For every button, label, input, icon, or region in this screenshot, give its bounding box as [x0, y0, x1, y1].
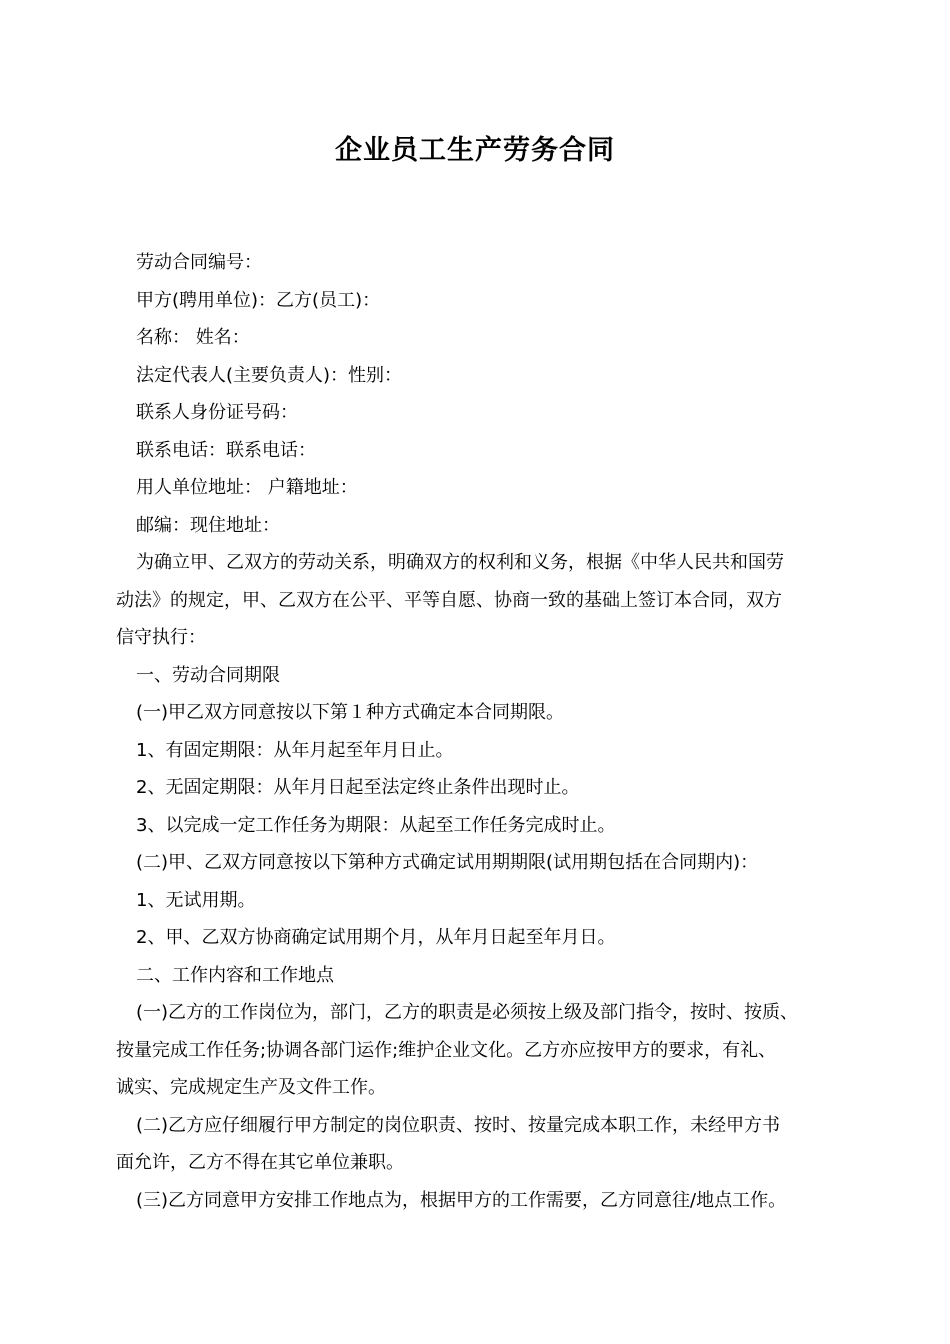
contract-line: (一)乙方的工作岗位为，部门，乙方的职责是必须按上级及部门指令，按时、按质、	[136, 1002, 799, 1023]
contract-line: 二、工作内容和工作地点	[136, 964, 334, 986]
contract-line: (一)甲乙双方同意按以下第１种方式确定本合同期限。	[136, 702, 565, 723]
contract-line: 2、无固定期限：从年月日起至法定终止条件出现时止。	[136, 777, 580, 798]
contract-line: 2、甲、乙双方协商确定试用期个月，从年月日起至年月日。	[136, 927, 616, 948]
contract-line: 3、以完成一定工作任务为期限：从起至工作任务完成时止。	[136, 814, 616, 836]
contract-line: (三)乙方同意甲方安排工作地点为，根据甲方的工作需要，乙方同意往/地点工作。	[136, 1189, 787, 1211]
contract-line: 诚实、完成规定生产及文件工作。	[116, 1077, 386, 1098]
contract-line: 面允许，乙方不得在其它单位兼职。	[116, 1152, 404, 1173]
contract-line: 按量完成工作任务;协调各部门运作;维护企业文化。乙方亦应按甲方的要求，有礼、	[116, 1039, 777, 1061]
contract-line: 动法》的规定，甲、乙双方在公平、平等自愿、协商一致的基础上签订本合同，双方	[116, 589, 782, 611]
contract-line: 邮编：现住地址：	[136, 514, 280, 536]
contract-line: 为确立甲、乙双方的劳动关系，明确双方的权利和义务，根据《中华人民共和国劳	[136, 552, 784, 573]
document-title: 企业员工生产劳务合同	[335, 135, 615, 166]
contract-line: 信守执行：	[116, 627, 206, 648]
contract-line: 法定代表人(主要负责人)：性别：	[136, 364, 403, 386]
contract-line: 联系电话：联系电话：	[136, 439, 316, 461]
contract-line: 甲方(聘用单位)：乙方(员工)：	[136, 289, 381, 311]
contract-line: 一、劳动合同期限	[136, 664, 280, 686]
contract-line: 联系人身份证号码：	[136, 402, 298, 423]
contract-line: 1、无试用期。	[136, 889, 256, 911]
contract-line: 名称： 姓名：	[136, 327, 250, 348]
contract-line: 1、有固定期限：从年月起至年月日止。	[136, 739, 454, 761]
contract-line: 劳动合同编号：	[136, 252, 262, 273]
contract-line: (二)甲、乙双方同意按以下第种方式确定试用期期限(试用期包括在合同期内)：	[136, 852, 759, 873]
contract-line: (二)乙方应仔细履行甲方制定的岗位职责、按时、按量完成本职工作，未经甲方书	[136, 1114, 781, 1136]
contract-body	[116, 244, 852, 1219]
contract-line: 用人单位地址： 户籍地址：	[136, 477, 358, 498]
